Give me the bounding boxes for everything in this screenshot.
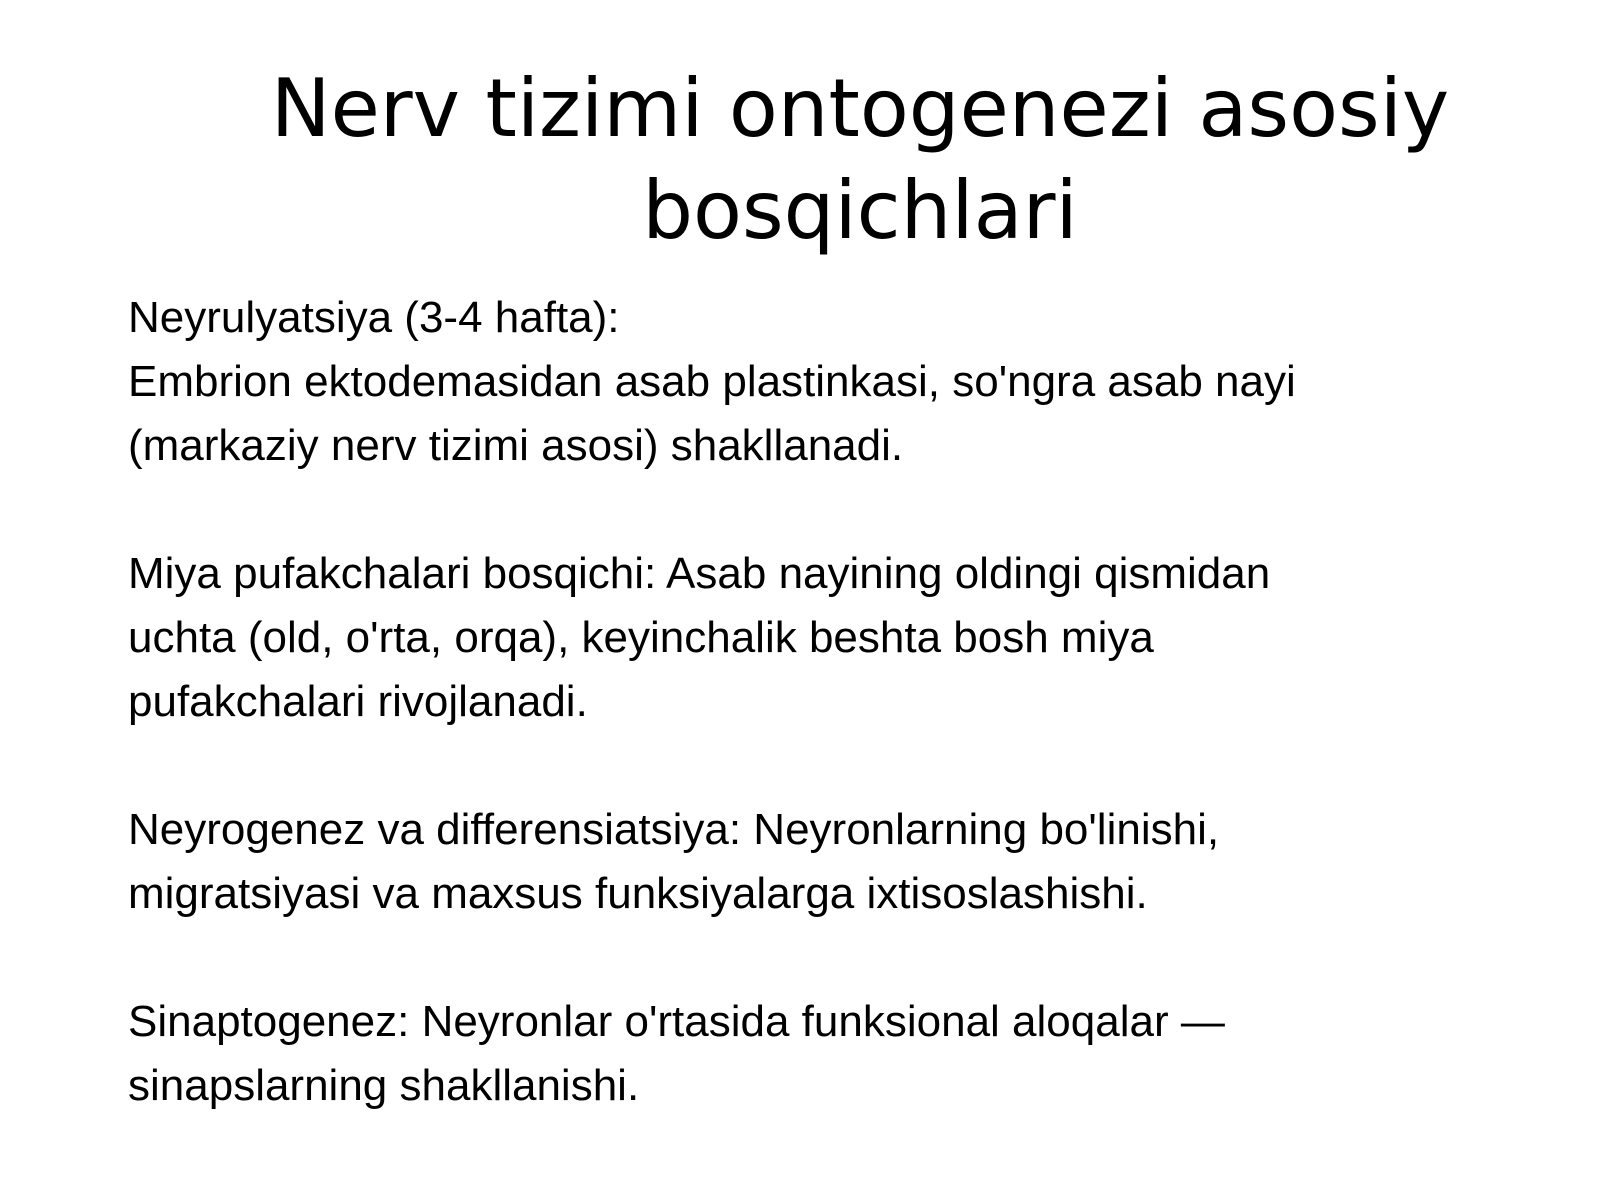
paragraph-neyrulyatsiya: Neyrulyatsiya (3-4 hafta): Embrion ektodemasidan asab plastinkasi, so'ngra asab nayi (markaziy nerv tizimi asosi) shakllanadi.	[128, 293, 1296, 470]
paragraph-sinaptogenez: Sinaptogenez: Neyronlar o'rtasida funksional aloqalar — sinapslarning shakllanishi.	[128, 997, 1225, 1110]
paragraph-neyrogenez: Neyrogenez va differensiatsiya: Neyronlarning bo'linishi, migratsiyasi va maxsus funksiyalarga ixtisoslashishi.	[128, 805, 1220, 918]
slide-body	[128, 286, 1488, 1118]
paragraph-miya-pufakchalari: Miya pufakchalari bosqichi: Asab nayining oldingi qismidan uchta (old, o'rta, orqa), keyinchalik beshta bosh miya pufakchalari rivojlanadi.	[128, 549, 1271, 726]
slide-title: Nerv tizimi ontogenezi asosiy bosqichlari	[270, 62, 1450, 257]
